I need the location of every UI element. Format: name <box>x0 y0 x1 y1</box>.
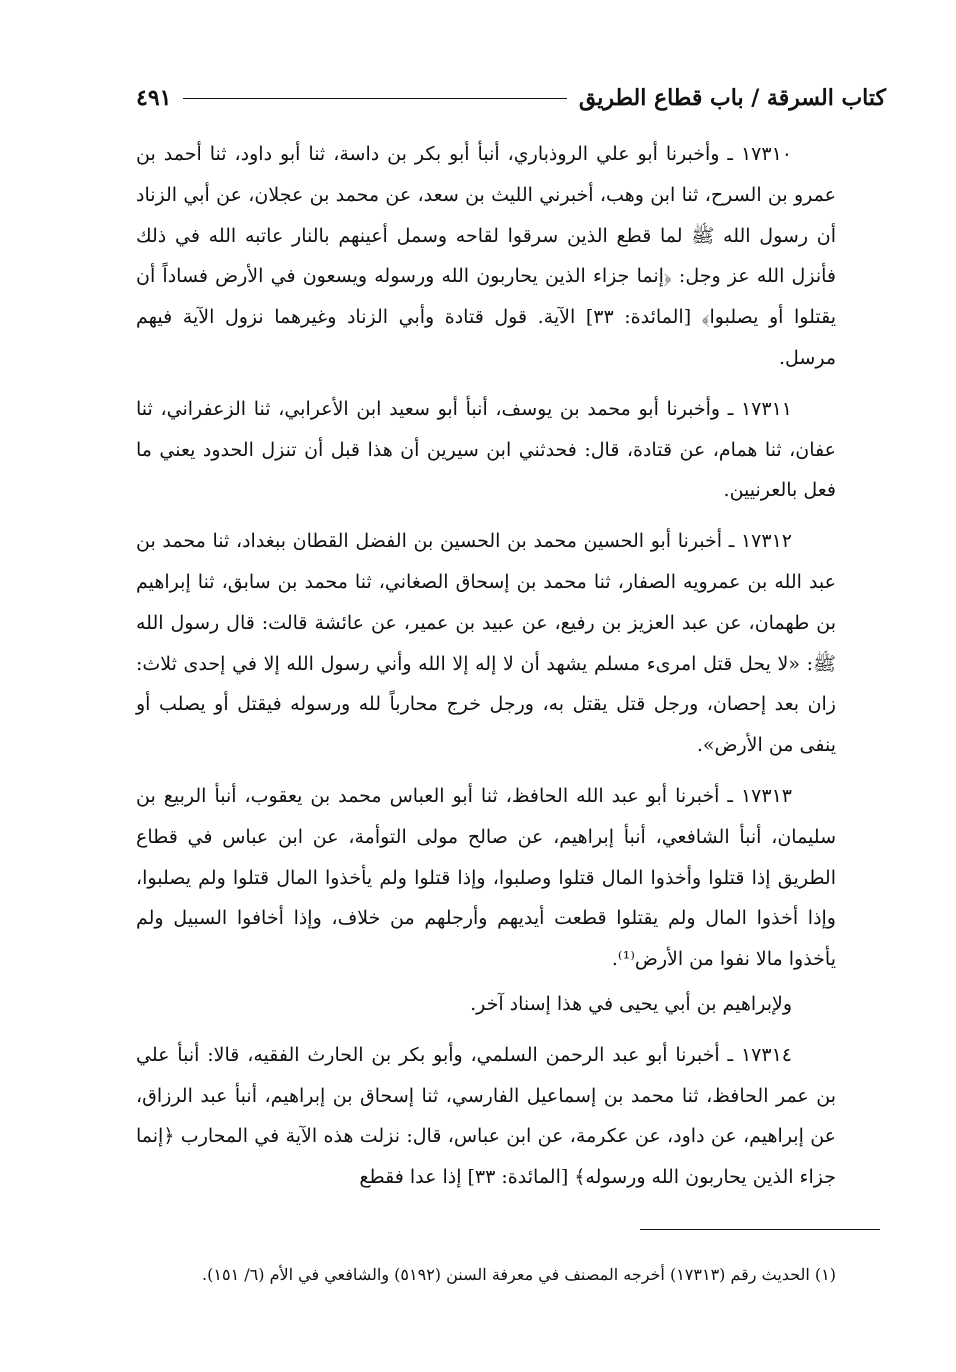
hadith-17312: ١٧٣١٢ ـ أخبرنا أبو الحسين محمد بن الحسين بن الفضل القطان ببغداد، ثنا محمد بن عبد الله بن عمرويه الصفار، ثنا محمد بن إسحاق الصغاني، ثنا محمد بن سابق، ثنا إبراهيم بن طهمان، عن عبد العزيز بن رفيع، عن عبيد بن عمير، عن عائشة قالت: قال رسول الله ﷺ: «لا يحل قتل امرىء مسلم يشهد أن لا إله إلا الله وأني رسول الله إلا في إحدى ثلاث: زان بعد إحصان، ورجل قتل يقتل به، ورجل خرج محارباً لله ورسوله فيقتل أو يصلب أو ينفى من الأرض». <box>136 530 836 757</box>
page-number: ٤٩١ <box>136 85 172 111</box>
footnote-rule <box>640 1229 880 1230</box>
note-paragraph: ولإبراهيم بن أبي يحيى في هذا إسناد آخر. <box>470 992 792 1015</box>
hadith-17310: ١٧٣١٠ ـ وأخبرنا أبو علي الروذباري، أنبأ أبو بكر بن داسة، ثنا أبو داود، ثنا أحمد بن عمرو بن السرح، ثنا ابن وهب، أخبرني الليث بن سعد، عن محمد بن عجلان، عن أبي الزناد أن رسول الله ﷺ لما قطع الذين سرقوا لقاحه وسمل أعينهم بالنار عاتبه الله في ذلك فأنزل الله عز وجل: ﴿إنما جزاء الذين يحاربون الله ورسوله ويسعون في الأرض فساداً أن يقتلوا أو يصلبوا﴾ [المائدة: ٣٣] الآية. قول قتادة وأبي الزناد وغيرهما نزول الآية فيهم مرسل. <box>136 143 836 369</box>
hadith-17313: ١٧٣١٣ ـ أخبرنا أبو عبد الله الحافظ، ثنا أبو العباس محمد بن يعقوب، أنبأ الربيع بن سليمان، أنبأ الشافعي، أنبأ إبراهيم، عن صالح مولى التوأمة، عن ابن عباس في قطاع الطريق إذا قتلوا وأخذوا المال قتلوا وصلبوا، وإذا قتلوا ولم يأخذوا المال قتلوا ولم يصلبوا، وإذا أخذوا المال ولم يقتلوا قطعت أيديهم وأرجلهم من خلاف، وإذا أخافوا السبيل ولم يأخذوا مالا نفوا من الأرض⁽¹⁾. <box>136 784 836 971</box>
header-rule <box>183 98 566 99</box>
hadith-17311: ١٧٣١١ ـ وأخبرنا أبو محمد بن يوسف، أنبأ أبو سعيد ابن الأعرابي، ثنا الزعفراني، ثنا عفان، ثنا همام، عن قتادة، قال: فحدثني ابن سيرين أن هذا قبل أن تنزل الحدود يعني ما فعل بالعرنيين. <box>136 397 836 502</box>
footnote: (١) الحديث رقم (١٧٣١٣) أخرجه المصنف في معرفة السنن (٥١٩٢) والشافعي في الأم (٦/ ١٥١). <box>202 1265 836 1284</box>
hadith-17314: ١٧٣١٤ ـ أخبرنا أبو عبد الرحمن السلمي، وأبو بكر بن الحارث الفقيه، قالا: أنبأ علي بن عمر الحافظ، ثنا محمد بن إسماعيل الفارسي، ثنا إسحاق بن إبراهيم، أنبأ عبد الرزاق، عن إبراهيم، عن داود، عن عكرمة، عن ابن عباس، قال: نزلت هذه الآية في المحارب ﴿إنما جزاء الذين يحاربون الله ورسوله﴾ [المائدة: ٣٣] إذا عدا فقطع <box>136 1043 837 1189</box>
main-text <box>136 134 836 1208</box>
chapter-title: كتاب السرقة / باب قطاع الطريق <box>578 85 886 111</box>
running-header <box>136 78 886 118</box>
